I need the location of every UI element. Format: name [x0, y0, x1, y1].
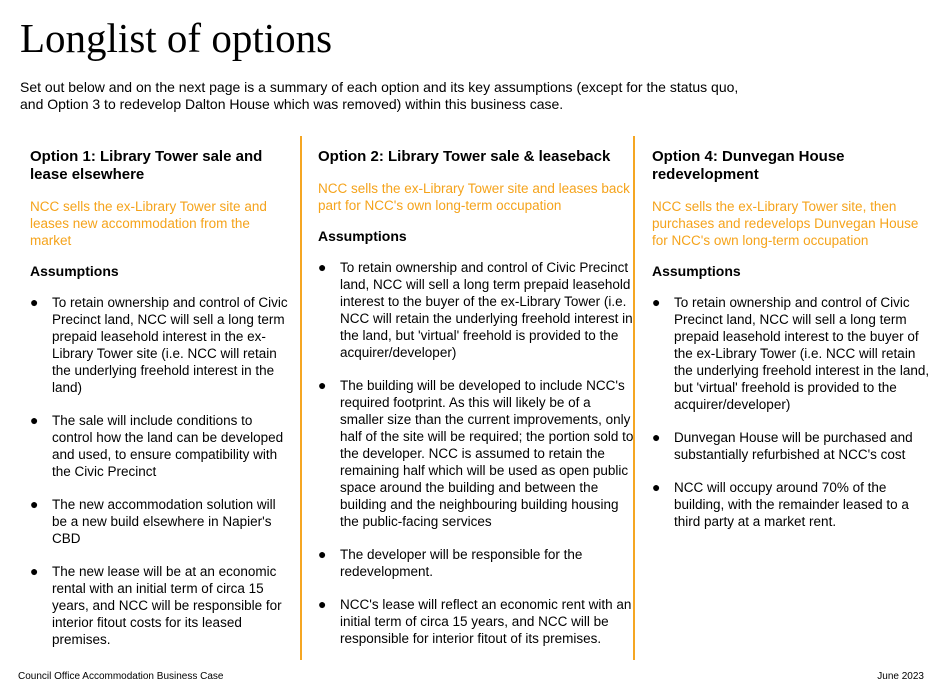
page-title: Longlist of options	[20, 15, 333, 61]
footer-document-title: Council Office Accommodation Business Case	[18, 671, 224, 682]
list-item: ● The new lease will be at an economic rental with an initial term of circa 15 years, and NCC will be responsible for interior fitout costs for its leased premises.	[30, 563, 282, 647]
option-subtitle: NCC sells the ex-Library Tower site and leases new accommodation from the market	[30, 199, 267, 248]
bullet-icon: ●	[652, 429, 661, 445]
bullet-icon: ●	[30, 412, 39, 428]
bullet-icon: ●	[318, 259, 327, 275]
list-item: ● The sale will include conditions to control how the land can be developed and used, to ensure compatibility with the Civic Precinct	[30, 412, 284, 479]
assumptions-list	[22, 294, 294, 648]
list-item: ● To retain ownership and control of Civic Precinct land, NCC will sell a long term prepaid leasehold interest to the buyer of the ex-Library Tower (i.e. NCC will retain the underlying freehold interest in the land, but 'virtual' freehold is provided to the acquirer/developer)	[318, 259, 633, 360]
assumptions-heading: Assumptions	[652, 263, 741, 279]
bullet-icon: ●	[30, 294, 39, 310]
bullet-icon: ●	[318, 546, 327, 562]
list-item: ● NCC's lease will reflect an economic rent with an initial term of circa 15 years, and NCC will be responsible for interior fitout of its premises.	[318, 596, 632, 646]
list-item: ● The new accommodation solution will be a new build elsewhere in Napier's CBD	[30, 496, 276, 546]
footer-date: June 2023	[877, 671, 924, 682]
assumptions-heading: Assumptions	[318, 228, 407, 244]
list-item: ● The developer will be responsible for the redevelopment.	[318, 546, 583, 579]
option-title: Option 1: Library Tower sale and lease elsewhere	[30, 148, 263, 183]
bullet-icon: ●	[30, 496, 39, 512]
list-item: ● The building will be developed to include NCC's required footprint. As this will likely be of a smaller size than the current improvements, only half of the site will be required; the portion sold to the developer. NCC is assumed to retain the remaining half which will be used as open public space around the building and between the building and the neighbouring building housing the public-facing services	[318, 377, 634, 529]
list-item: ● NCC will occupy around 70% of the building, with the remainder leased to a third party at a market rent.	[652, 479, 909, 529]
option-2-column	[302, 138, 634, 663]
assumptions-list	[310, 259, 634, 647]
option-title: Option 2: Library Tower sale & leaseback	[318, 148, 611, 165]
option-4-column	[634, 138, 934, 546]
intro-text: Set out below and on the next page is a summary of each option and its key assumptions (except for the status quo, and Option 3 to redevelop Dalton House which was removed) within this business case.	[20, 79, 739, 112]
bullet-icon: ●	[318, 377, 327, 393]
option-subtitle: NCC sells the ex-Library Tower site and leases back part for NCC's own long-term occupation	[318, 181, 630, 213]
list-item: ● To retain ownership and control of Civic Precinct land, NCC will sell a long term prepaid leasehold interest in the ex-Library Tower site (i.e. NCC will retain the underlying freehold interest in the land)	[30, 294, 288, 395]
list-item: ● To retain ownership and control of Civic Precinct land, NCC will sell a long term prepaid leasehold interest to the buyer of the ex-Library Tower (i.e. NCC will retain the underlying freehold interest in the land, but 'virtual' freehold is provided to the acquirer/developer)	[652, 294, 930, 412]
bullet-icon: ●	[30, 563, 39, 579]
assumptions-list	[644, 294, 934, 530]
option-title: Option 4: Dunvegan House redevelopment	[652, 148, 845, 183]
option-1-column	[22, 138, 294, 664]
option-subtitle: NCC sells the ex-Library Tower site, then purchases and redevelops Dunvegan House for NCC's own long-term occupation	[652, 199, 919, 248]
bullet-icon: ●	[652, 294, 661, 310]
list-item: ● Dunvegan House will be purchased and substantially refurbished at NCC's cost	[652, 429, 913, 462]
bullet-icon: ●	[318, 596, 327, 612]
assumptions-heading: Assumptions	[30, 263, 119, 279]
bullet-icon: ●	[652, 479, 661, 495]
